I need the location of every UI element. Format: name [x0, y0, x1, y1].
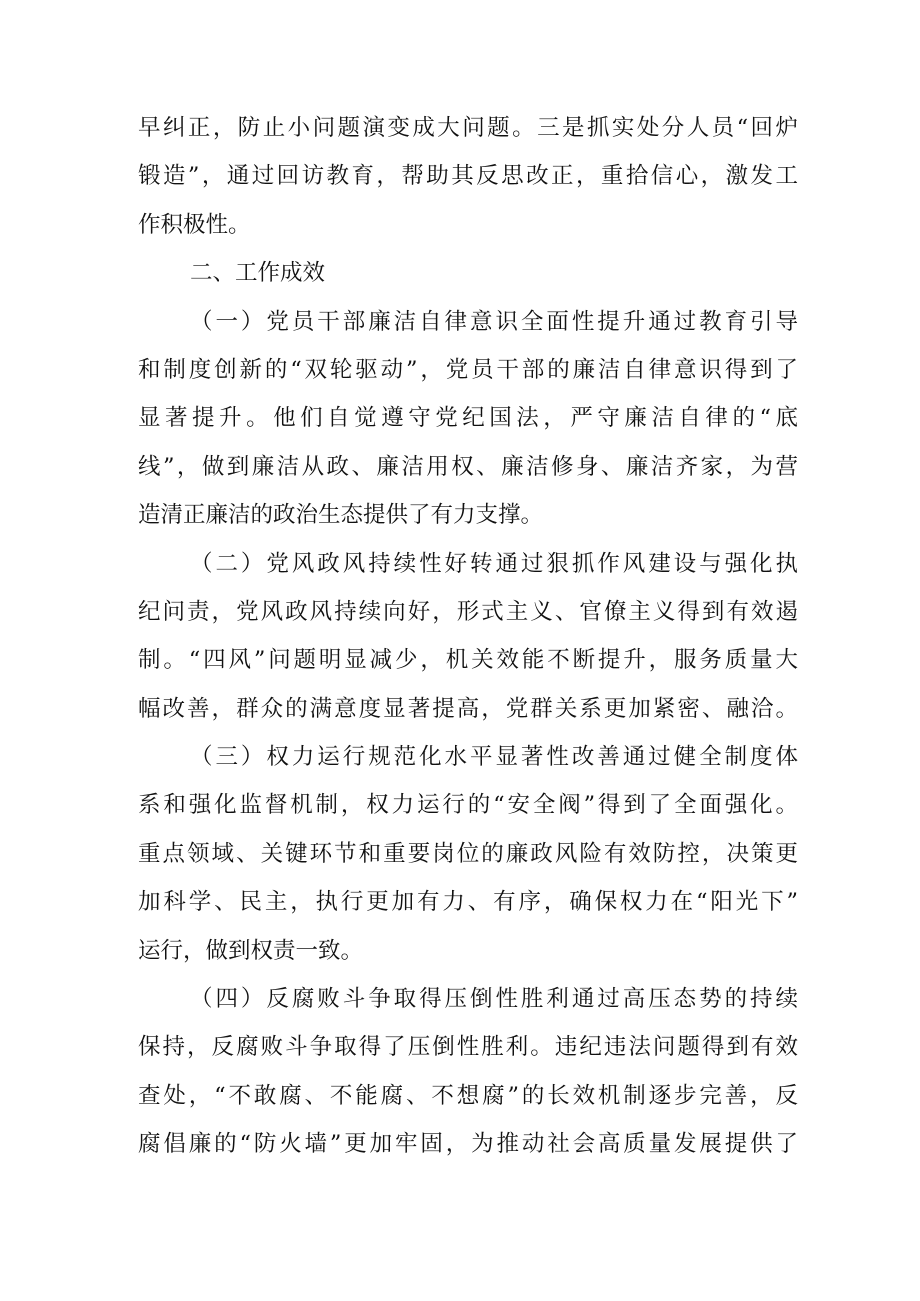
- text-line: 重点领域、关键环节和重要岗位的廉政风险有效防控，决策更: [138, 840, 798, 867]
- text-line: 和制度创新的“双轮驱动”，党员干部的廉洁自律意识得到了: [138, 356, 798, 383]
- text-line: 早纠正，防止小问题演变成大问题。三是抓实处分人员“回炉: [138, 115, 798, 141]
- section-heading: 二、工作成效: [190, 260, 326, 287]
- text-line: 制。“四风”问题明显减少，机关效能不断提升，服务质量大: [138, 647, 798, 674]
- text-line: 系和强化监督机制，权力运行的“安全阀”得到了全面强化。: [138, 792, 798, 819]
- text-line: 幅改善，群众的满意度显著提高，党群关系更加紧密、融洽。: [138, 695, 798, 722]
- text-line: 腐倡廉的“防火墙”更加牢固，为推动社会高质量发展提供了: [138, 1131, 798, 1158]
- text-line: 保持，反腐败斗争取得了压倒性胜利。违纪违法问题得到有效: [138, 1034, 798, 1061]
- paragraph-heading-2: （二）党风政风持续性好转通过狠抓作风建设与强化执: [190, 550, 798, 577]
- text-line: 造清正廉洁的政治生态提供了有力支撑。: [138, 502, 544, 529]
- text-line: 加科学、民主，执行更加有力、有序，确保权力在“阳光下”: [138, 889, 798, 916]
- text-line: 作积极性。: [138, 211, 251, 238]
- text-line: 纪问责，党风政风持续向好，形式主义、官僚主义得到有效遏: [138, 598, 798, 625]
- text-line: 锻造”，通过回访教育，帮助其反思改正，重拾信心，激发工: [138, 163, 798, 190]
- text-line: 线”，做到廉洁从政、廉洁用权、廉洁修身、廉洁齐家，为营: [138, 453, 798, 480]
- text-line: 显著提升。他们自觉遵守党纪国法，严守廉洁自律的“底: [138, 405, 798, 432]
- text-line: 运行，做到权责一致。: [138, 937, 364, 964]
- paragraph-heading-1: （一）党员干部廉洁自律意识全面性提升通过教育引导: [190, 308, 798, 335]
- document-body: [138, 104, 798, 1169]
- text-line: 查处，“不敢腐、不能腐、不想腐”的长效机制逐步完善，反: [138, 1082, 798, 1109]
- paragraph-heading-4: （四）反腐败斗争取得压倒性胜利通过高压态势的持续: [190, 986, 798, 1013]
- paragraph-heading-3: （三）权力运行规范化水平显著性改善通过健全制度体: [190, 744, 798, 771]
